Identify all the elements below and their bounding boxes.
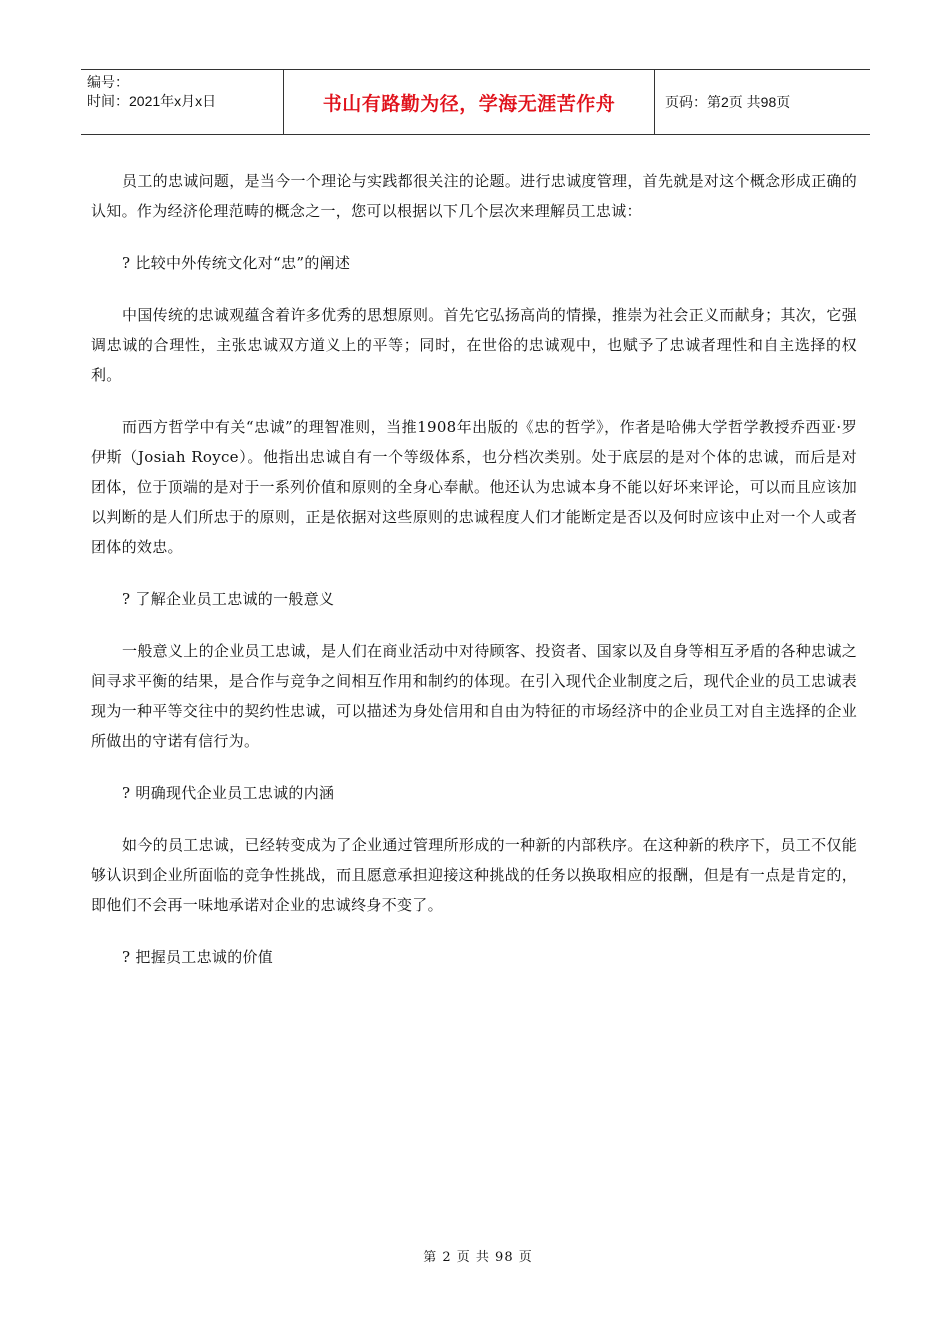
header-meta	[81, 70, 283, 134]
header-page-info: 页码：第2页 共98页	[665, 94, 791, 110]
document-date-label: 时间：2021年x月x日	[87, 93, 217, 109]
section-heading: ? 比较中外传统文化对“忠”的阐述	[122, 254, 351, 272]
document-number-label: 编号：	[87, 74, 129, 90]
page-header	[81, 69, 870, 135]
section-heading: ? 了解企业员工忠诚的一般意义	[122, 590, 335, 608]
paragraph: 而西方哲学中有关“忠诚”的理智准则，当推1908年出版的《忠的哲学》，作者是哈佛大学哲学教授乔西亚·罗伊斯（Josiah Royce）。他指出忠诚自有一个等级体系，也分档次类别。处于底层的是对个体的忠诚，而后是对团体，位于顶端的是对于一系列价值和原则的全身心奉献。他还认为忠诚本身不能以好坏来评论，可以而且应该加以判断的是人们所忠于的原则，正是依据对这些原则的忠诚程度人们才能断定是否以及何时应该中止对一个人或者团体的效忠。	[91, 418, 857, 556]
paragraph: 一般意义上的企业员工忠诚，是人们在商业活动中对待顾客、投资者、国家以及自身等相互矛盾的各种忠诚之间寻求平衡的结果，是合作与竞争之间相互作用和制约的体现。在引入现代企业制度之后，现代企业的员工忠诚表现为一种平等交往中的契约性忠诚，可以描述为身处信用和自由为特征的市场经济中的企业员工对自主选择的企业所做出的守诺有信行为。	[91, 642, 857, 750]
document-body	[91, 166, 857, 994]
paragraph: 员工的忠诚问题，是当今一个理论与实践都很关注的论题。进行忠诚度管理，首先就是对这个概念形成正确的认知。作为经济伦理范畴的概念之一，您可以根据以下几个层次来理解员工忠诚：	[91, 172, 857, 220]
paragraph: 如今的员工忠诚，已经转变成为了企业通过管理所形成的一种新的内部秩序。在这种新的秩序下，员工不仅能够认识到企业所面临的竞争性挑战，而且愿意承担迎接这种挑战的任务以换取相应的报酬，但是有一点是肯定的，即他们不会再一味地承诺对企业的忠诚终身不变了。	[91, 836, 857, 914]
section-heading: ? 把握员工忠诚的价值	[122, 948, 274, 966]
header-motto: 书山有路勤为径，学海无涯苦作舟	[283, 70, 655, 134]
paragraph: 中国传统的忠诚观蕴含着许多优秀的思想原则。首先它弘扬高尚的情操，推崇为社会正义而献身；其次，它强调忠诚的合理性，主张忠诚双方道义上的平等；同时，在世俗的忠诚观中，也赋予了忠诚者理性和自主选择的权利。	[91, 306, 857, 384]
section-heading: ? 明确现代企业员工忠诚的内涵	[122, 784, 335, 802]
page-footer: 第 2 页 共 98 页	[423, 1250, 533, 1265]
